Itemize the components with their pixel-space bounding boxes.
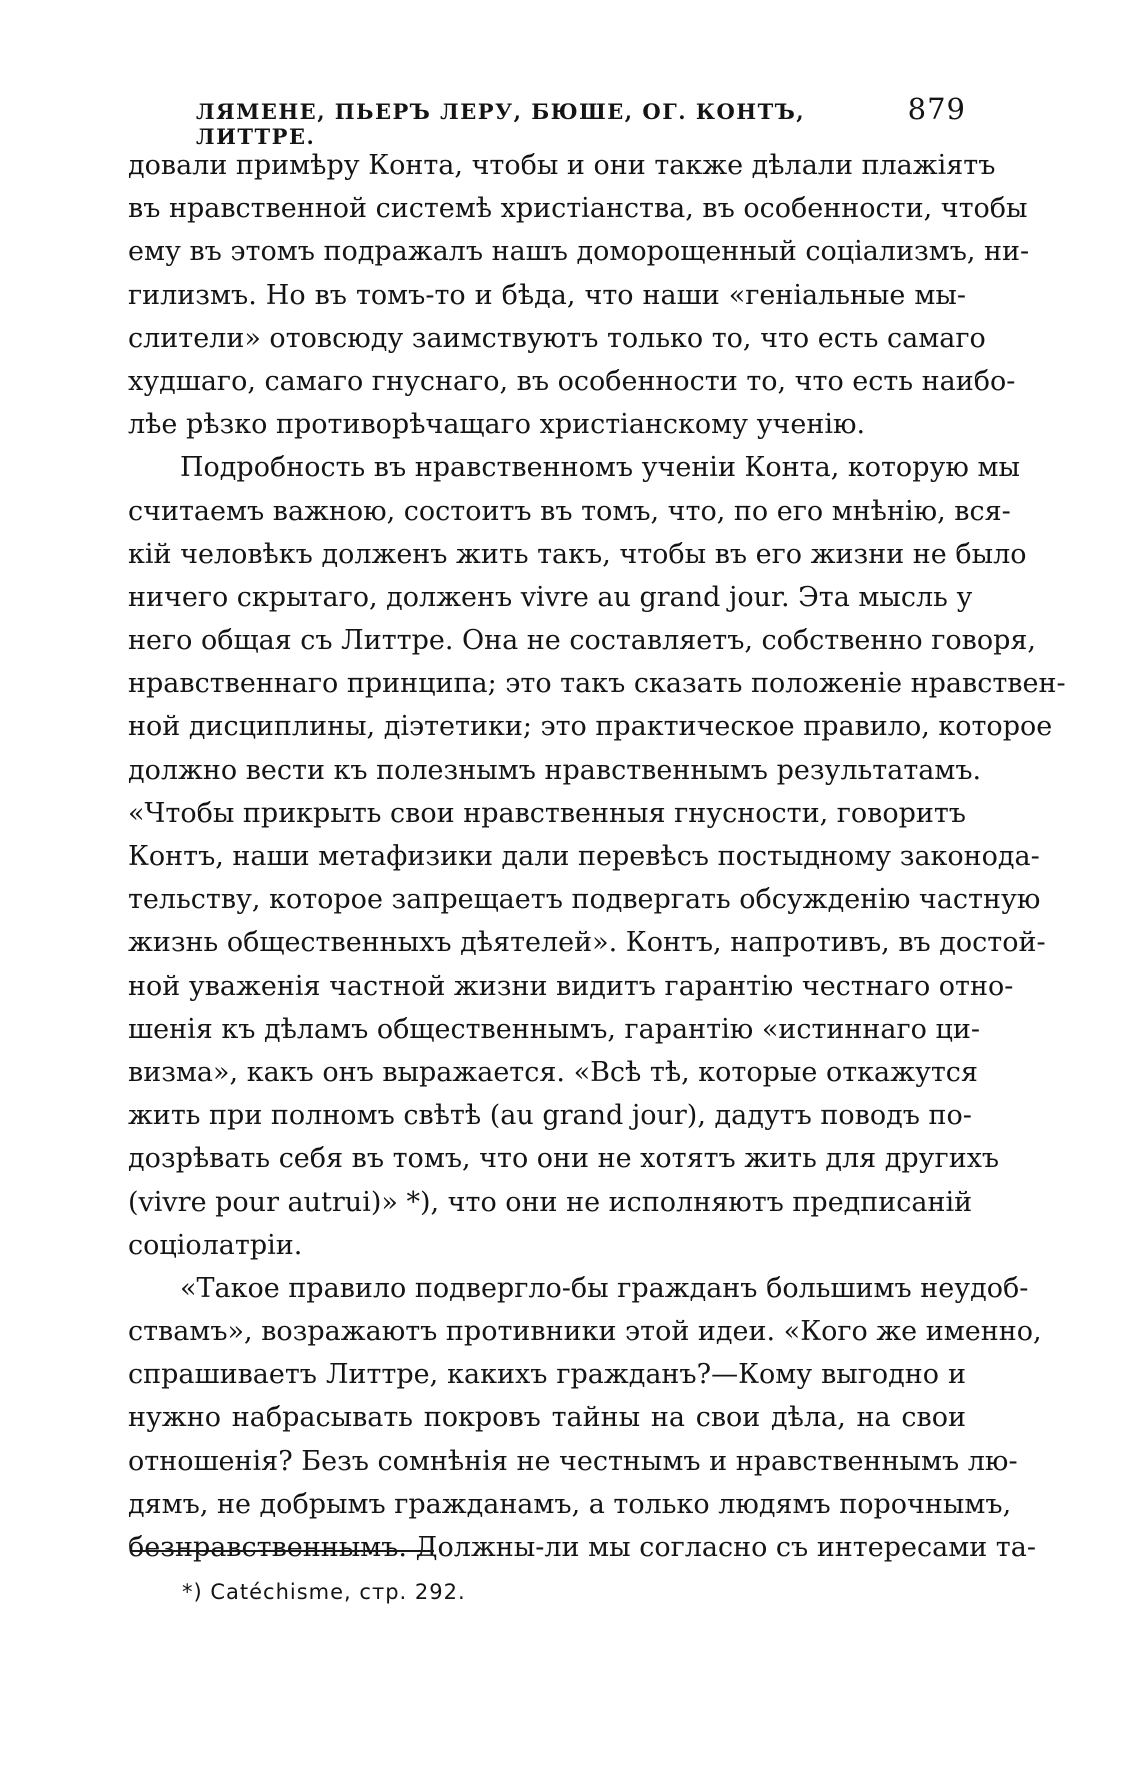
text-line: ничего скрытаго, долженъ vivre au grand jour. Эта мысль у bbox=[128, 581, 973, 613]
page-number: 879 bbox=[907, 92, 966, 126]
text-line: лѣе рѣзко противорѣчащаго христіанскому ученію. bbox=[128, 409, 866, 441]
text-line: ной уваженія частной жизни видитъ гарантію честнаго отно- bbox=[128, 970, 1014, 1002]
text-line: Контъ, наши метафизики дали перевѣсъ постыдному законода- bbox=[128, 841, 1040, 872]
text-line: дямъ, не добрымъ гражданамъ, а только людямъ порочнымъ, bbox=[128, 1488, 1012, 1520]
text-line: (vivre pour autrui)» *), что они не исполняютъ предписаній bbox=[128, 1186, 973, 1218]
footnote-divider bbox=[130, 1550, 434, 1552]
text-line: соціолатріи. bbox=[128, 1229, 303, 1261]
running-title: ЛЯМЕНЕ, ПЬЕРЪ ЛЕРУ, БЮШЕ, ОГ. КОНТЪ, ЛИТТРЕ. bbox=[196, 99, 806, 149]
text-line: визма», какъ онъ выражается. «Всѣ тѣ, которые откажутся bbox=[128, 1056, 978, 1088]
text-line: безнравственнымъ. Должны-ли мы согласно съ интересами та- bbox=[128, 1532, 1036, 1563]
text-line: «Чтобы прикрыть свои нравственныя гнусности, говоритъ bbox=[128, 797, 966, 829]
text-line: него общая съ Литтре. Она не составляетъ, собственно говоря, bbox=[128, 625, 1036, 657]
text-line: въ нравственной системѣ христіанства, въ особенности, чтобы bbox=[128, 193, 1028, 225]
text-line: «Такое правило подвергло-бы гражданъ большимъ неудоб- bbox=[180, 1272, 1029, 1304]
text-line: шенія къ дѣламъ общественнымъ, гарантію «истиннаго ци- bbox=[128, 1013, 980, 1045]
text-line: дозрѣвать себя въ томъ, что они не хотятъ жить для другихъ bbox=[128, 1143, 1000, 1175]
body-text bbox=[128, 144, 1066, 1569]
text-line: кій человѣкъ долженъ жить такъ, чтобы въ его жизни не было bbox=[128, 538, 1027, 570]
text-line: нужно набрасывать покровъ тайны на свои дѣла, на свои bbox=[128, 1402, 966, 1434]
running-header bbox=[196, 92, 966, 149]
text-line: гилизмъ. Но въ томъ-то и бѣда, что наши «геніальные мы- bbox=[128, 279, 966, 311]
text-line: слители» отовсюду заимствуютъ только то, что есть самаго bbox=[128, 322, 986, 354]
text-line: Подробность въ нравственномъ ученіи Конта, которую мы bbox=[180, 452, 1020, 484]
text-line: жизнь общественныхъ дѣятелей». Контъ, напротивъ, въ достой- bbox=[128, 927, 1046, 959]
footnote: *) Catéchisme, стр. 292. bbox=[182, 1580, 466, 1604]
text-line: довали примѣру Конта, чтобы и они также дѣлали плажіятъ bbox=[128, 150, 996, 181]
text-line: худшаго, самаго гнуснаго, въ особенности то, что есть наибо- bbox=[128, 365, 1016, 397]
text-line: ему въ этомъ подражалъ нашъ доморощенный соціализмъ, ни- bbox=[128, 236, 1030, 268]
text-line: нравственнаго принципа; это такъ сказать положеніе нравствен- bbox=[128, 668, 1066, 700]
text-line: считаемъ важною, состоитъ въ томъ, что, по его мнѣнію, вся- bbox=[128, 495, 1011, 527]
text-line: ствамъ», возражаютъ противники этой идеи. «Кого же именно, bbox=[128, 1316, 1042, 1348]
text-line: ной дисциплины, діэтетики; это практическое правило, которое bbox=[128, 711, 1053, 743]
text-line: отношенія? Безъ сомнѣнія не честнымъ и нравственнымъ лю- bbox=[128, 1445, 1018, 1477]
text-line: жить при полномъ свѣтѣ (au grand jour), дадутъ поводъ по- bbox=[128, 1100, 972, 1132]
text-line: должно вести къ полезнымъ нравственнымъ результатамъ. bbox=[128, 754, 982, 786]
text-line: спрашиваетъ Литтре, какихъ гражданъ?—Кому выгодно и bbox=[128, 1359, 966, 1391]
text-line: тельству, которое запрещаетъ подвергать обсужденію частную bbox=[128, 884, 1041, 916]
